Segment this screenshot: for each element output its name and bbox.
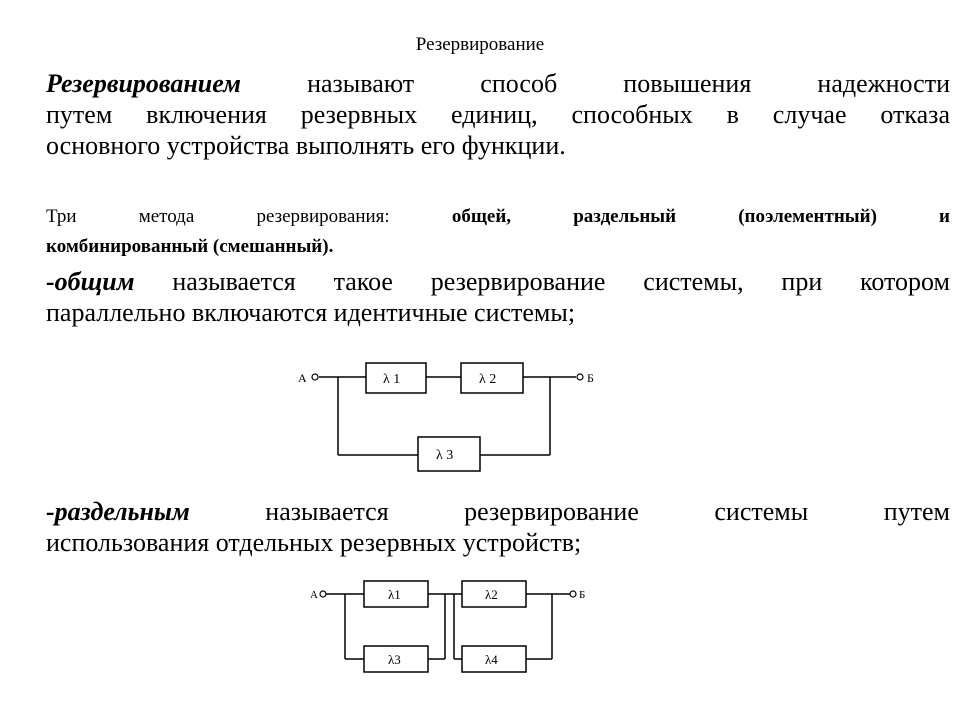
node-b-label: Б (587, 371, 594, 385)
separate-term: -раздельным (46, 497, 190, 526)
methods-prefix: Три метода резервирования: (46, 206, 390, 227)
block-label-1: λ1 (388, 587, 401, 602)
general-line-1-text: называется такое резервирование системы, при котором (172, 267, 950, 296)
methods-list-2: комбинированный (смешанный). (46, 236, 334, 257)
methods-line-1 (46, 202, 950, 232)
separate-reservation-diagram (308, 574, 598, 679)
methods-list-1: общей, раздельный (поэлементный) и (451, 206, 951, 227)
general-line-1 (46, 266, 950, 297)
block-label-4: λ4 (485, 652, 498, 667)
node-b-terminal (577, 374, 583, 380)
block-label-3: λ3 (388, 652, 401, 667)
node-b-terminal (570, 591, 576, 597)
definition-line-1 (46, 68, 950, 99)
block-label-2: λ 2 (479, 372, 497, 387)
general-paragraph (46, 266, 950, 328)
definition-line-2: путем включения резервных единиц, способных в случае отказа (46, 100, 950, 129)
general-reservation-diagram (295, 355, 615, 480)
separate-line-1-text: называется резервирование системы путем (265, 497, 950, 526)
methods-paragraph (46, 202, 950, 262)
node-a-label: А (298, 371, 307, 385)
block-label-2: λ2 (485, 587, 498, 602)
node-a-terminal (320, 591, 326, 597)
methods-line-2 (46, 232, 950, 262)
node-a-terminal (312, 374, 318, 380)
definition-term: Резервированием (46, 69, 241, 98)
page-title: Резервирование (415, 34, 545, 55)
node-a-label: А (310, 589, 318, 601)
definition-line-3: основного устройства выполнять его функции. (46, 131, 566, 160)
general-line-2: параллельно включаются идентичные системы; (46, 298, 576, 327)
separate-line-1 (46, 496, 950, 527)
general-term: -общим (46, 267, 135, 296)
separate-line-2: использования отдельных резервных устройств; (46, 528, 582, 557)
node-b-label: Б (579, 589, 586, 601)
separate-paragraph (46, 496, 950, 558)
definition-paragraph (46, 68, 950, 161)
definition-line-1-text: называют способ повышения надежности (307, 69, 950, 98)
block-label-1: λ 1 (383, 372, 401, 387)
block-label-3: λ 3 (436, 448, 454, 463)
